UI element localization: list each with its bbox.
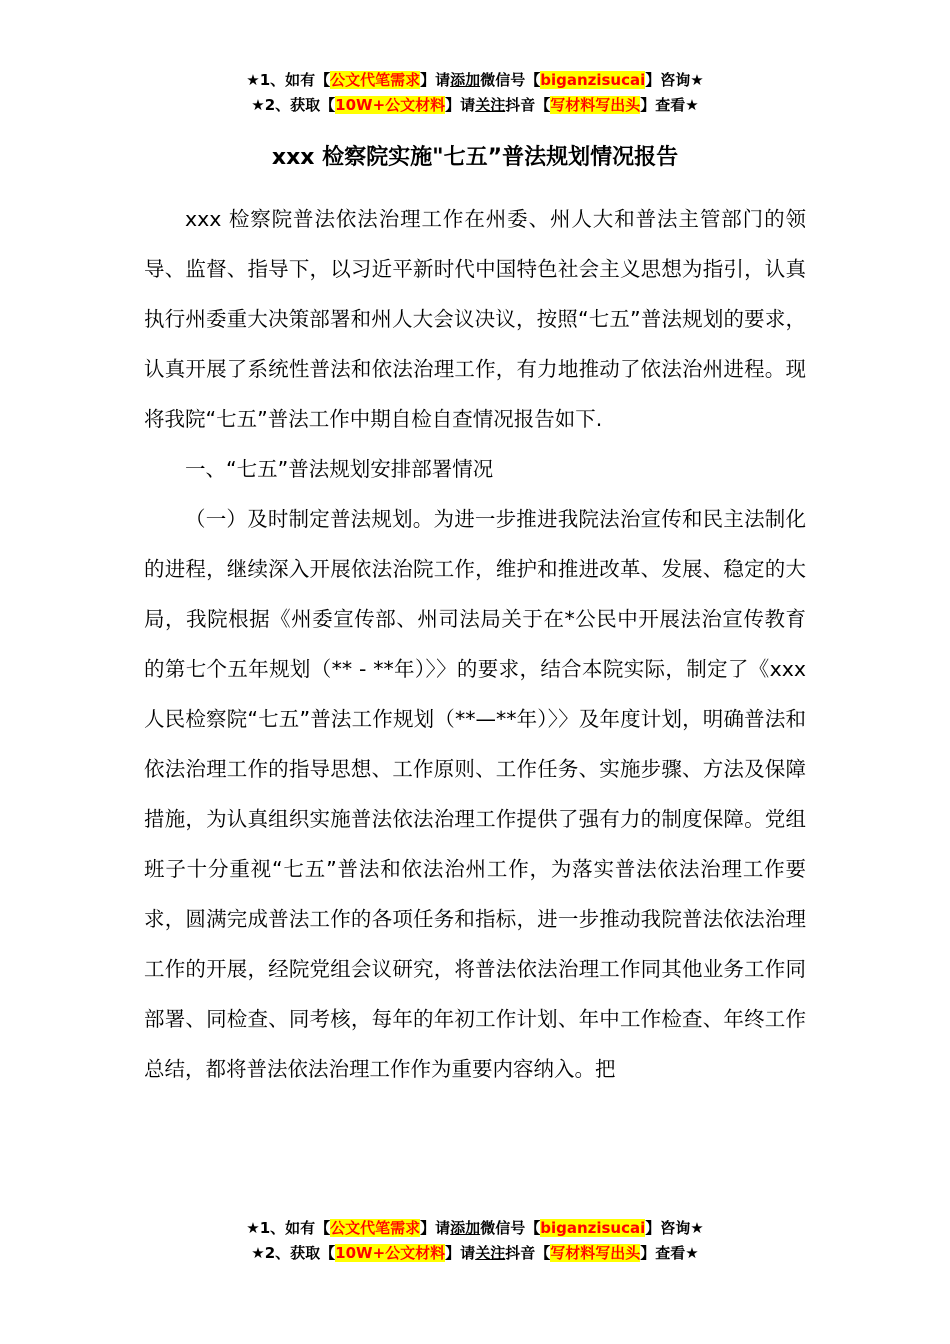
star-icon: ★ [251,1244,265,1262]
highlight-douyin-account: 写材料写出头 [550,1244,641,1262]
highlight-materials: 10W+公文材料 [335,1244,446,1262]
section-heading: 一、“七五”普法规划安排部署情况 [185,457,494,481]
star-icon: ★ [246,1219,260,1237]
star-icon: ★ [690,71,704,89]
banner-line-2: ★2、获取【10W+公文材料】请关注抖音【写材料写出头】查看★ [251,1244,699,1262]
highlight-materials: 10W+公文材料 [335,96,446,114]
star-icon: ★ [246,71,260,89]
banner-line-1: ★1、如有【公文代笔需求】请添加微信号【biganzisucai】咨询★ [246,71,704,89]
document-body [144,194,806,1094]
star-icon: ★ [685,1244,699,1262]
highlight-service: 公文代笔需求 [330,1219,421,1237]
star-icon: ★ [251,96,265,114]
star-icon: ★ [685,96,699,114]
highlight-wechat-id: biganzisucai [540,1219,646,1237]
emphasis-follow: 关注 [475,96,506,114]
star-icon: ★ [690,1219,704,1237]
emphasis-add: 添加 [450,71,481,89]
emphasis-follow: 关注 [475,1244,506,1262]
footer-banner [0,1216,950,1266]
banner-line-1: ★1、如有【公文代笔需求】请添加微信号【biganzisucai】咨询★ [246,1219,704,1237]
document-title: xxx 检察院实施"七五”普法规划情况报告 [271,145,679,170]
header-banner [0,68,950,118]
highlight-service: 公文代笔需求 [330,71,421,89]
highlight-wechat-id: biganzisucai [540,71,646,89]
highlight-douyin-account: 写材料写出头 [550,96,641,114]
paragraph-section-1: （一）及时制定普法规划。为进一步推进我院法治宣传和民主法制化的进程，继续深入开展依法治院工作，维护和推进改革、发展、稳定的大局，我院根据《州委宣传部、州司法局关于在*公民中开展法治宣传教育的第七个五年规划（** - **年）〉〉的要求，结合本院实际，制定了《xxx 人民检察院“七五”普法工作规划（**—**年）〉〉及年度计划，明确普法和依法治理工作的指导思想、工作原则、工作任务、实施步骤、方法及保障措施，为认真组织实施普法依法治理工作提供了强有力的制度保障。党组班子十分重视“七五”普法和依法治州工作，为落实普法依法治理工作要求，圆满完成普法工作的各项任务和指标，进一步推动我院普法依法治理工作的开展，经院党组会议研究，将普法依法治理工作同其他业务工作同部署、同检查、同考核，每年的年初工作计划、年中工作检查、年终工作总结，都将普法依法治理工作作为重要内容纳入。把 [144,507,806,1081]
emphasis-add: 添加 [450,1219,481,1237]
banner-line-2: ★2、获取【10W+公文材料】请关注抖音【写材料写出头】查看★ [251,96,699,114]
paragraph-intro: xxx 检察院普法依法治理工作在州委、州人大和普法主管部门的领导、监督、指导下，以习近平新时代中国特色社会主义思想为指引，认真执行州委重大决策部署和州人大会议决议，按照“七五”普法规划的要求，认真开展了系统性普法和依法治理工作，有力地推动了依法治州进程。现将我院“七五”普法工作中期自检自查情况报告如下. [144,207,806,431]
